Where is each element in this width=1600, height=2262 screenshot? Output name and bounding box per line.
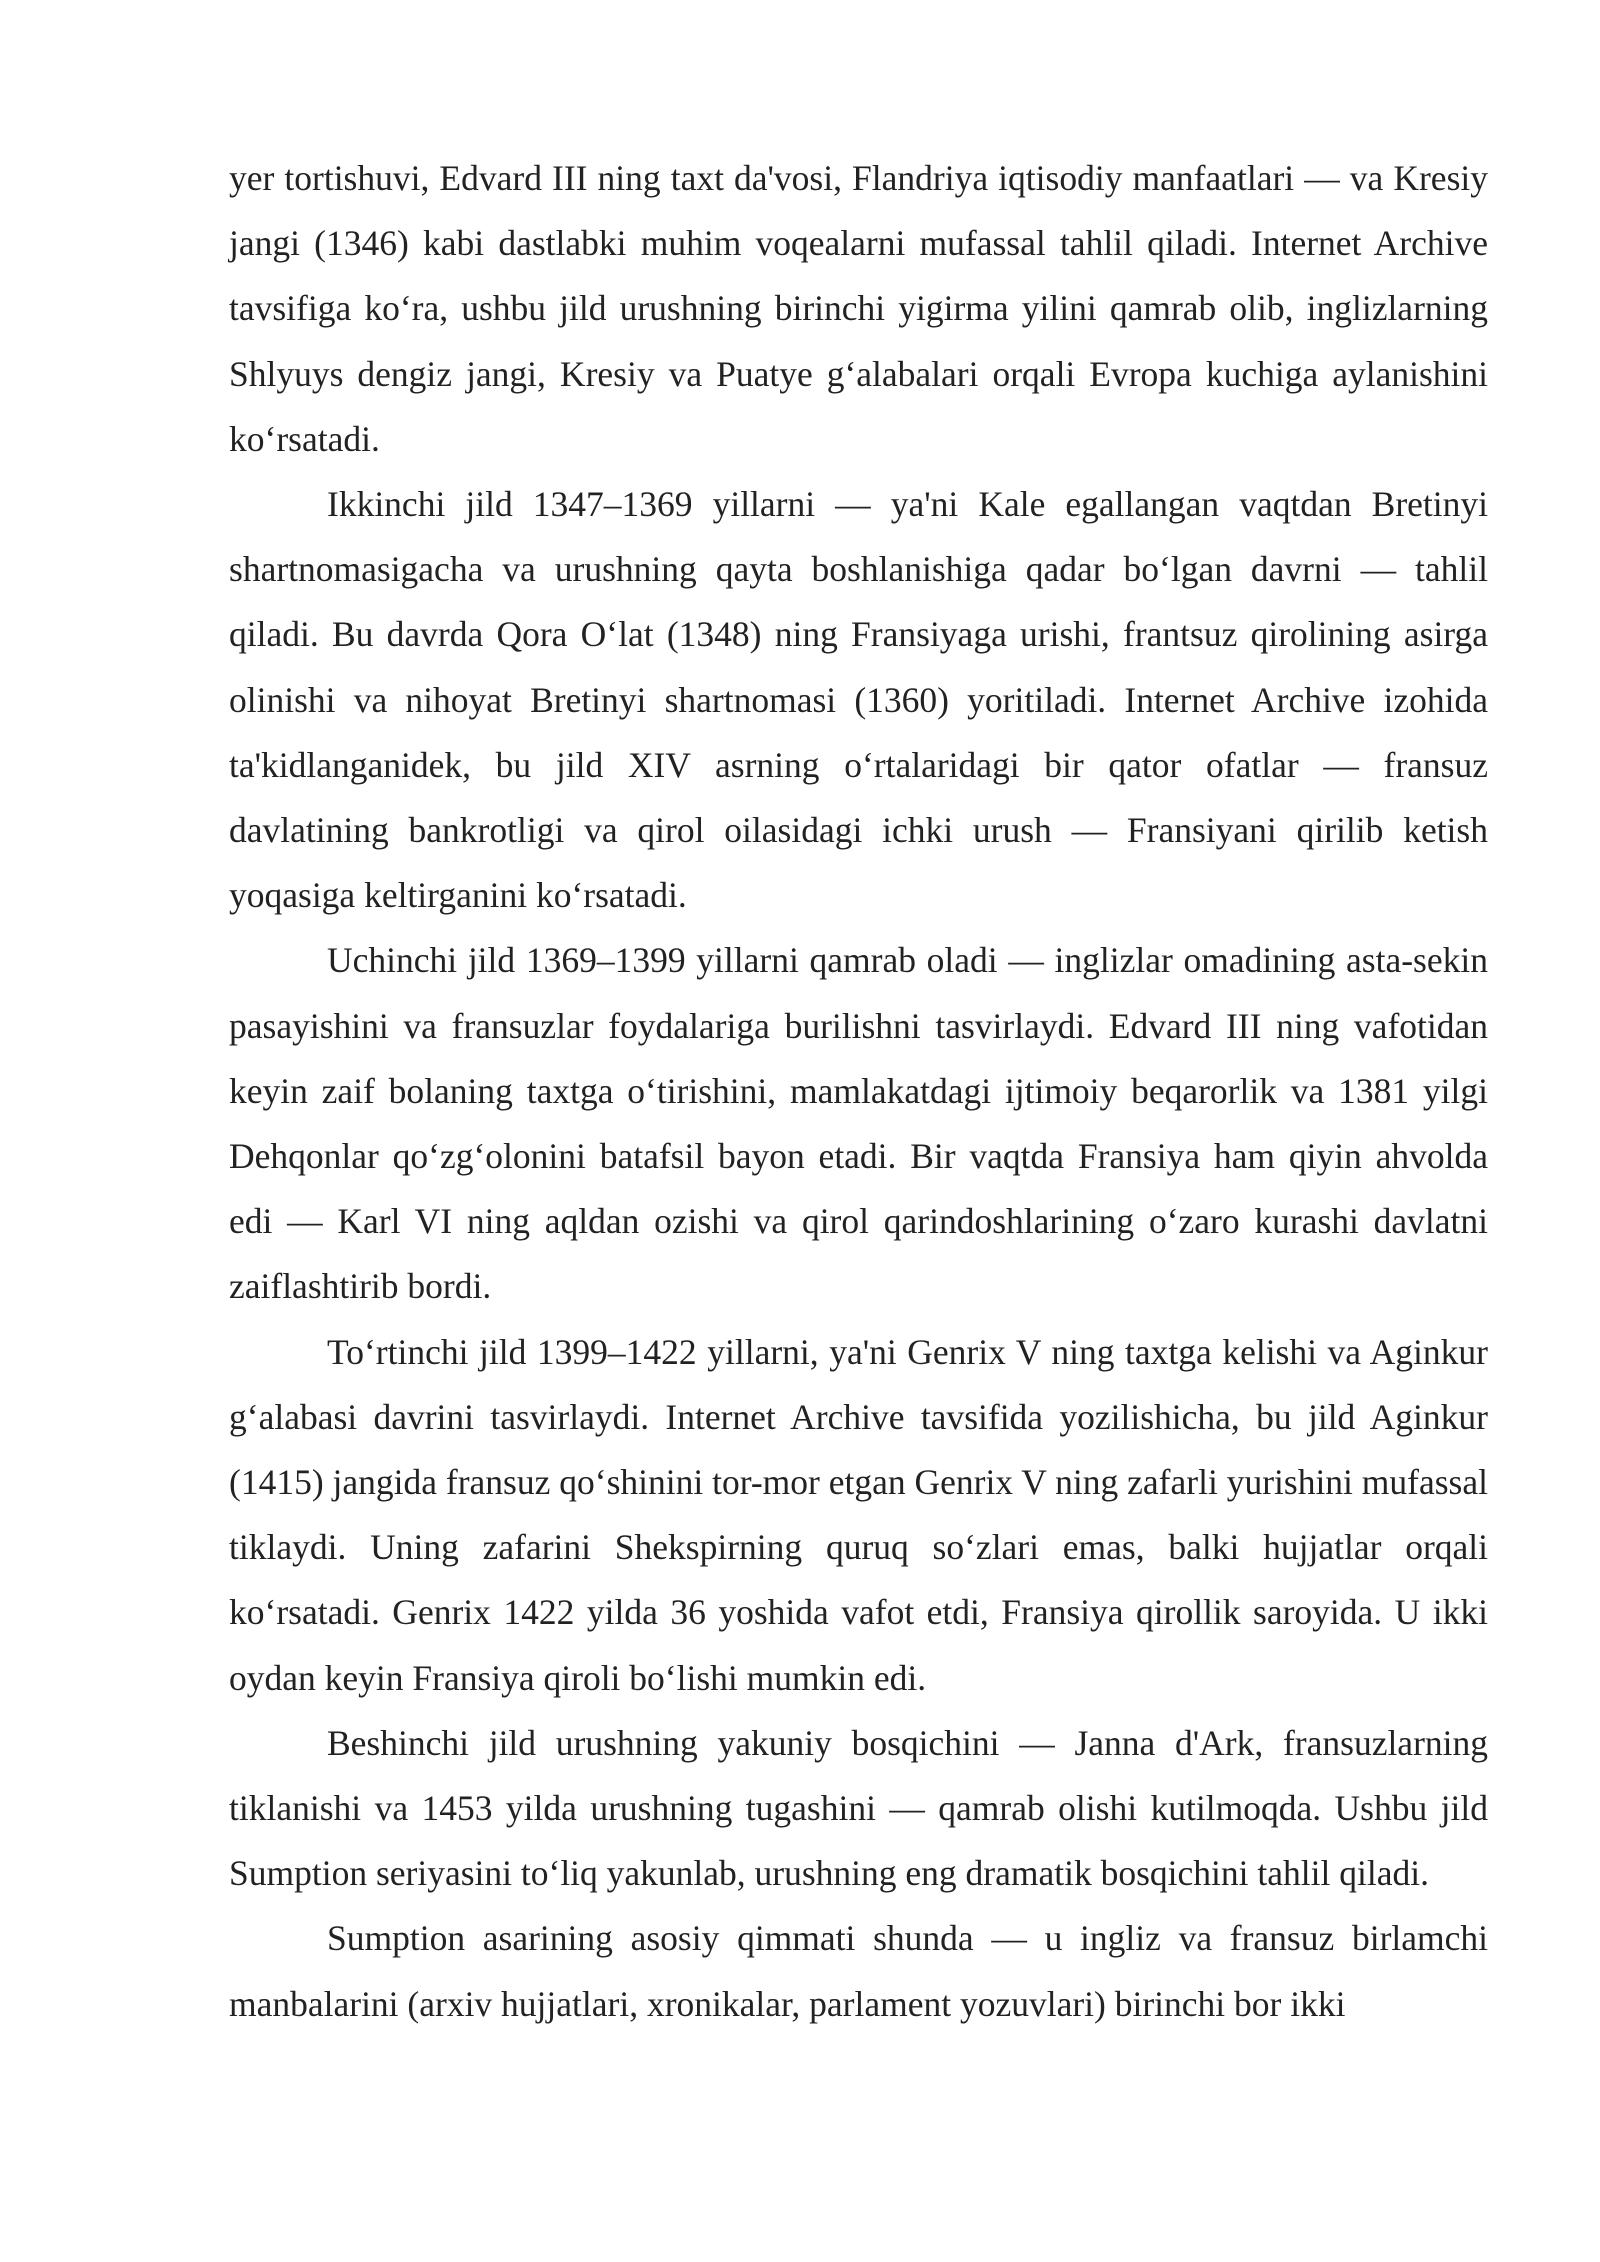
paragraph-sumption-value: Sumption asarining asosiy qimmati shunda — u ingliz va fransuz birlamchi manbalarini (arxiv hujjatlari, xronikalar, parlament yozuvlari) birinchi bor ikki bbox=[229, 1918, 1488, 2024]
paragraph-volume-two: Ikkinchi jild 1347–1369 yillarni — ya'ni Kale egallangan vaqtdan Bretinyi shartnomasigacha va urushning qayta boshlanishiga qadar bo‘lgan davrni — tahlil qiladi. Bu davrda Qora O‘lat (1348) ning Fransiyaga urishi, frantsuz qirolining asirga olinishi va nihoyat Bretinyi shartnomasi (1360) yoritiladi. Internet Archive izohida ta'kidlanganidek, bu jild XIV asrning o‘rtalaridagi bir qator ofatlar — fransuz davlatining bankrotligi va qirol oilasidagi ichki urush — Fransiyani qirilib ketish yoqasiga keltirganini ko‘rsatadi. bbox=[229, 484, 1488, 916]
document-page bbox=[229, 146, 1488, 2037]
paragraph-volume-four: To‘rtinchi jild 1399–1422 yillarni, ya'ni Genrix V ning taxtga kelishi va Aginkur g‘alabasi davrini tasvirlaydi. Internet Archive tavsifida yozilishicha, bu jild Aginkur (1415) jangida fransuz qo‘shinini tor-mor etgan Genrix V ning zafarli yurishini mufassal tiklaydi. Uning zafarini Shekspirning quruq so‘zlari emas, balki hujjatlar orqali ko‘rsatadi. Genrix 1422 yilda 36 yoshida vafot etdi, Fransiya qirollik saroyida. U ikki oydan keyin Fransiya qiroli bo‘lishi mumkin edi. bbox=[229, 1331, 1488, 1698]
paragraph-continuation: yer tortishuvi, Edvard III ning taxt da'vosi, Flandriya iqtisodiy manfaatlari — va Kresiy jangi (1346) kabi dastlabki muhim voqealarni mufassal tahlil qiladi. Internet Archive tavsifiga ko‘ra, ushbu jild urushning birinchi yigirma yilini qamrab olib, inglizlarning Shlyuys dengiz jangi, Kresiy va Puatye g‘alabalari orqali Evropa kuchiga aylanishini ko‘rsatadi. bbox=[229, 158, 1488, 459]
paragraph-volume-three: Uchinchi jild 1369–1399 yillarni qamrab oladi — inglizlar omadining asta-sekin pasayishini va fransuzlar foydalariga burilishni tasvirlaydi. Edvard III ning vafotidan keyin zaif bolaning taxtga o‘tirishini, mamlakatdagi ijtimoiy beqarorlik va 1381 yilgi Dehqonlar qo‘zg‘olonini batafsil bayon etadi. Bir vaqtda Fransiya ham qiyin ahvolda edi — Karl VI ning aqldan ozishi va qirol qarindoshlarining o‘zaro kurashi davlatni zaiflashtirib bordi. bbox=[229, 940, 1488, 1307]
paragraph-volume-five: Beshinchi jild urushning yakuniy bosqichini — Janna d'Ark, fransuzlarning tiklanishi va 1453 yilda urushning tugashini — qamrab olishi kutilmoqda. Ushbu jild Sumption seriyasini to‘liq yakunlab, urushning eng dramatik bosqichini tahlil qiladi. bbox=[229, 1722, 1488, 1894]
